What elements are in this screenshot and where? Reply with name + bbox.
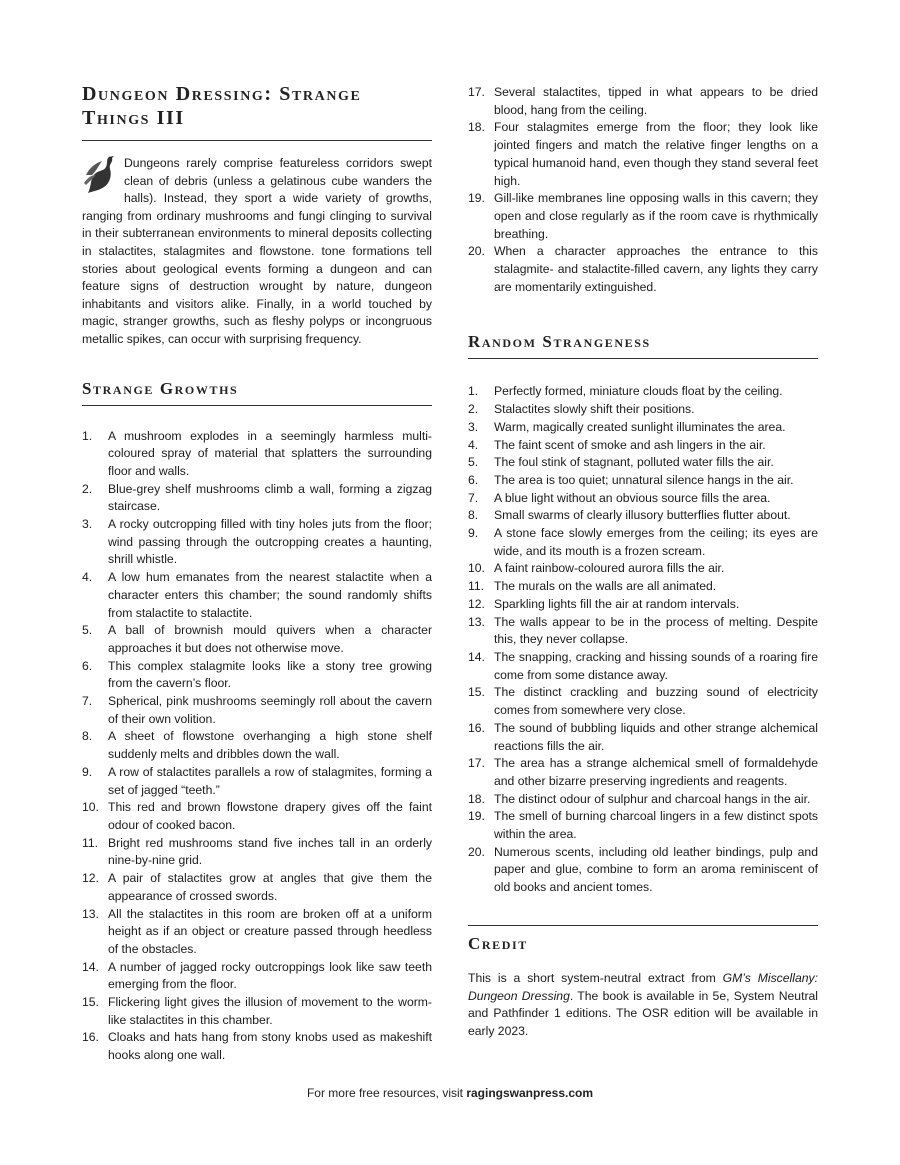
random-strangeness-item (468, 454, 818, 472)
strange-growths-item (82, 959, 432, 994)
random-strangeness-item-number: 17. (468, 756, 485, 771)
random-strangeness-item (468, 596, 818, 614)
strange-growths-item-text: All the stalactites in this room are broken off at a uniform height as if an object or creature passed through heedless of the obstacles. (108, 906, 432, 956)
random-strangeness-item-number: 1. (468, 384, 479, 399)
random-strangeness-item-text: The distinct odour of sulphur and charcoal hangs in the air. (494, 791, 811, 806)
strange-growths-item (82, 870, 432, 905)
random-strangeness-item-number: 9. (468, 526, 479, 541)
strange-growths-item (82, 728, 432, 763)
random-strangeness-item-text: The murals on the walls are all animated. (494, 579, 717, 594)
random-strangeness-item (468, 383, 818, 401)
random-strangeness-item (468, 614, 818, 649)
strange-growths-item-text: Gill-like membranes line opposing walls in this cavern; they open and close regularly as if the room cave is rhythmically breathing. (494, 191, 818, 241)
strange-growths-item-text: A low hum emanates from the nearest stalactite when a character enters this chamber; the sound randomly shifts from stalactite to stalactite. (108, 570, 432, 620)
strange-growths-item-number: 2. (82, 481, 93, 496)
strange-growths-item (82, 569, 432, 622)
page-title: Dungeon Dressing: Strange Things III (82, 82, 432, 141)
strange-growths-item-text: This complex stalagmite looks like a stony tree growing from the cavern’s floor. (108, 658, 432, 691)
strange-growths-item-text: A number of jagged rocky outcroppings look like saw teeth emerging from the floor. (108, 959, 432, 992)
random-strangeness-item (468, 472, 818, 490)
strange-growths-item-number: 13. (82, 906, 99, 921)
random-strangeness-item-text: The foul stink of stagnant, polluted water fills the air. (494, 455, 774, 470)
strange-growths-item-number: 9. (82, 764, 93, 779)
strange-growths-item-text: When a character approaches the entrance to this stalagmite- and stalactite-filled cavern, any lights they carry are momentarily extinguished. (494, 244, 818, 294)
random-strangeness-item-text: Sparkling lights fill the air at random intervals. (494, 596, 740, 611)
random-strangeness-item-number: 19. (468, 809, 485, 824)
strange-growths-item-text: This red and brown flowstone drapery gives off the faint odour of cooked bacon. (108, 800, 432, 832)
strange-growths-list (82, 428, 432, 1065)
strange-growths-item (82, 764, 432, 799)
strange-growths-item (82, 428, 432, 481)
strange-growths-item-number: 10. (82, 800, 99, 815)
strange-growths-item-number: 1. (82, 428, 93, 443)
strange-growths-item (82, 799, 432, 834)
random-strangeness-item (468, 808, 818, 843)
random-strangeness-item-number: 12. (468, 596, 485, 611)
strange-growths-item (468, 84, 818, 119)
random-strangeness-item-text: Stalactites slowly shift their positions. (494, 402, 695, 417)
random-strangeness-item-text: A blue light without an obvious source fills the area. (494, 490, 771, 505)
strange-growths-item (468, 243, 818, 296)
random-strangeness-item (468, 490, 818, 508)
random-strangeness-item-text: The walls appear to be in the process of melting. Despite this, they never collapse. (494, 614, 818, 647)
credit-text-after: . The book is available in 5e, System Neutral and Pathfinder 1 editions. The OSR edition will be available in early 2023. (468, 988, 818, 1038)
strange-growths-item-number: 5. (82, 623, 93, 638)
strange-growths-item (82, 481, 432, 516)
credit-heading: Credit (468, 925, 818, 954)
strange-growths-item-text: A rocky outcropping filled with tiny holes juts from the floor; wind passing through the outcropping creates a haunting, shrill whistle. (108, 517, 432, 567)
strange-growths-item-text: A row of stalactites parallels a row of stalagmites, forming a set of jagged “teeth.” (108, 764, 432, 797)
random-strangeness-item (468, 844, 818, 897)
random-strangeness-item-text: Small swarms of clearly illusory butterflies flutter about. (494, 508, 791, 523)
strange-growths-item-text: A ball of brownish mould quivers when a character approaches it but does not otherwise move. (108, 623, 432, 655)
random-strangeness-item (468, 791, 818, 809)
strange-growths-item-number: 17. (468, 85, 485, 99)
random-strangeness-item-text: The faint scent of smoke and ash lingers in the air. (494, 437, 766, 452)
random-strangeness-item-number: 6. (468, 472, 479, 487)
random-strangeness-item-text: A stone face slowly emerges from the ceiling; its eyes are wide, and its mouth is a frozen scream. (494, 526, 818, 558)
random-strangeness-item-text: The snapping, cracking and hissing sounds of a roaring fire come from some distance away. (494, 649, 818, 682)
credit-text-before: This is a short system-neutral extract from (468, 970, 723, 985)
strange-growths-item-number: 19. (468, 191, 485, 206)
random-strangeness-item-text: Perfectly formed, miniature clouds float by the ceiling. (494, 384, 783, 399)
strange-growths-item-number: 12. (82, 871, 99, 886)
strange-growths-item (82, 1029, 432, 1064)
credit-book-title: GM’s Miscellany: Dungeon Dressing (468, 970, 818, 1003)
strange-growths-item-text: A sheet of flowstone overhanging a high stone shelf suddenly melts and dribbles down the wall. (108, 729, 432, 762)
footer (0, 1086, 900, 1100)
random-strangeness-item-number: 7. (468, 490, 479, 505)
random-strangeness-item-number: 3. (468, 419, 479, 434)
strange-growths-item (82, 622, 432, 657)
random-strangeness-item (468, 720, 818, 755)
random-strangeness-item (468, 437, 818, 455)
strange-growths-item-text: Bright red mushrooms stand five inches tall in an orderly nine-by-nine grid. (108, 835, 432, 868)
strange-growths-item-text: Spherical, pink mushrooms seemingly roll about the cavern of their own volition. (108, 694, 432, 726)
left-column (82, 82, 432, 1065)
strange-growths-item-text: A pair of stalactites grow at angles that give them the appearance of crossed swords. (108, 871, 432, 903)
strange-growths-item (468, 119, 818, 190)
strange-growths-heading: Strange Growths (82, 379, 432, 406)
random-strangeness-item-text: The area has a strange alchemical smell of formaldehyde and other bizarre preserving ingredients and reagents. (494, 756, 818, 788)
strange-growths-item-number: 3. (82, 517, 93, 532)
strange-growths-item-number: 4. (82, 570, 93, 585)
credit-paragraph (468, 970, 818, 1041)
random-strangeness-item-number: 20. (468, 844, 485, 859)
strange-growths-item-number: 20. (468, 244, 485, 259)
random-strangeness-item-text: Warm, magically created sunlight illuminates the area. (494, 419, 786, 434)
strange-growths-item (82, 516, 432, 569)
random-strangeness-item-text: Numerous scents, including old leather bindings, pulp and paper and glue, combine to form an aroma reminiscent of old books and ancient tomes. (494, 844, 818, 895)
strange-growths-item-number: 7. (82, 694, 93, 709)
random-strangeness-item (468, 419, 818, 437)
random-strangeness-item-number: 16. (468, 720, 485, 735)
strange-growths-item-number: 18. (468, 120, 485, 135)
random-strangeness-item-number: 13. (468, 614, 485, 629)
random-strangeness-item-number: 4. (468, 437, 479, 452)
strange-growths-item-number: 8. (82, 729, 93, 744)
strange-growths-item (82, 835, 432, 870)
random-strangeness-item-text: The distinct crackling and buzzing sound of electricity comes from somewhere very close. (494, 685, 818, 718)
strange-growths-item-number: 16. (82, 1030, 99, 1045)
random-strangeness-item-number: 2. (468, 402, 479, 417)
strange-growths-item-number: 6. (82, 658, 93, 673)
random-strangeness-item-number: 10. (468, 561, 485, 576)
random-strangeness-item-number: 8. (468, 508, 479, 523)
random-strangeness-item-number: 11. (468, 579, 485, 594)
swan-logo-icon (82, 153, 116, 195)
footer-link[interactable]: ragingswanpress.com (466, 1086, 594, 1100)
strange-growths-item-text: Several stalactites, tipped in what appears to be dried blood, hang from the ceiling. (494, 85, 818, 117)
random-strangeness-item-number: 15. (468, 685, 485, 700)
strange-growths-item-number: 14. (82, 959, 99, 974)
random-strangeness-item (468, 578, 818, 596)
random-strangeness-item-text: The sound of bubbling liquids and other strange alchemical reactions fills the air. (494, 720, 818, 753)
random-strangeness-item-number: 5. (468, 455, 479, 470)
random-strangeness-item-text: The area is too quiet; unnatural silence hangs in the air. (494, 472, 794, 487)
strange-growths-item-text: A mushroom explodes in a seemingly harmless multi-coloured spray of material that splatters the surrounding floor and walls. (108, 428, 432, 478)
random-strangeness-item (468, 684, 818, 719)
random-strangeness-item (468, 507, 818, 525)
strange-growths-item-text: Cloaks and hats hang from stony knobs used as makeshift hooks along one wall. (108, 1030, 432, 1063)
strange-growths-item (82, 994, 432, 1029)
intro-paragraph (82, 155, 432, 349)
random-strangeness-item-number: 18. (468, 791, 485, 806)
random-strangeness-item-text: A faint rainbow-coloured aurora fills the air. (494, 561, 725, 576)
random-strangeness-list (468, 383, 818, 896)
random-strangeness-item-number: 14. (468, 649, 485, 664)
random-strangeness-item (468, 649, 818, 684)
strange-growths-item (468, 190, 818, 243)
random-strangeness-item (468, 755, 818, 790)
right-column (468, 84, 818, 1041)
strange-growths-item (82, 693, 432, 728)
strange-growths-item (82, 658, 432, 693)
strange-growths-item-number: 15. (82, 995, 99, 1010)
random-strangeness-item-text: The smell of burning charcoal lingers in a few distinct spots within the area. (494, 809, 818, 842)
random-strangeness-item (468, 401, 818, 419)
random-strangeness-heading: Random Strangeness (468, 332, 818, 359)
strange-growths-item-text: Blue-grey shelf mushrooms climb a wall, forming a zigzag staircase. (108, 481, 432, 514)
strange-growths-item-number: 11. (82, 835, 99, 850)
random-strangeness-item (468, 560, 818, 578)
strange-growths-item-text: Flickering light gives the illusion of movement to the worm-like stalactites in this chamber. (108, 995, 432, 1027)
strange-growths-item-text: Four stalagmites emerge from the floor; they look like jointed fingers and match the relative finger lengths on a typical humanoid hand, even though they stand several feet high. (494, 120, 818, 188)
random-strangeness-item (468, 525, 818, 560)
footer-text: For more free resources, visit (306, 1086, 467, 1100)
strange-growths-list-continued (468, 84, 818, 296)
strange-growths-item (82, 906, 432, 959)
intro-text: Dungeons rarely comprise featureless corridors swept clean of debris (unless a gelatinous cube wanders the halls). Instead, they sport a wide variety of growths, ranging from ordinary mushrooms and fungi clinging to survival in their subterranean environments to mineral deposits collecting in stalactites, stalagmites and flowstone. tone formations tell stories about geological events forming a dungeon and can feature signs of destruction wrought by nature, dungeon inhabitants and visitors alike. Finally, in a world touched by magic, stranger growths, such as fleshy polyps or incongruous metallic spikes, can occur with surprising frequency. (82, 156, 432, 346)
